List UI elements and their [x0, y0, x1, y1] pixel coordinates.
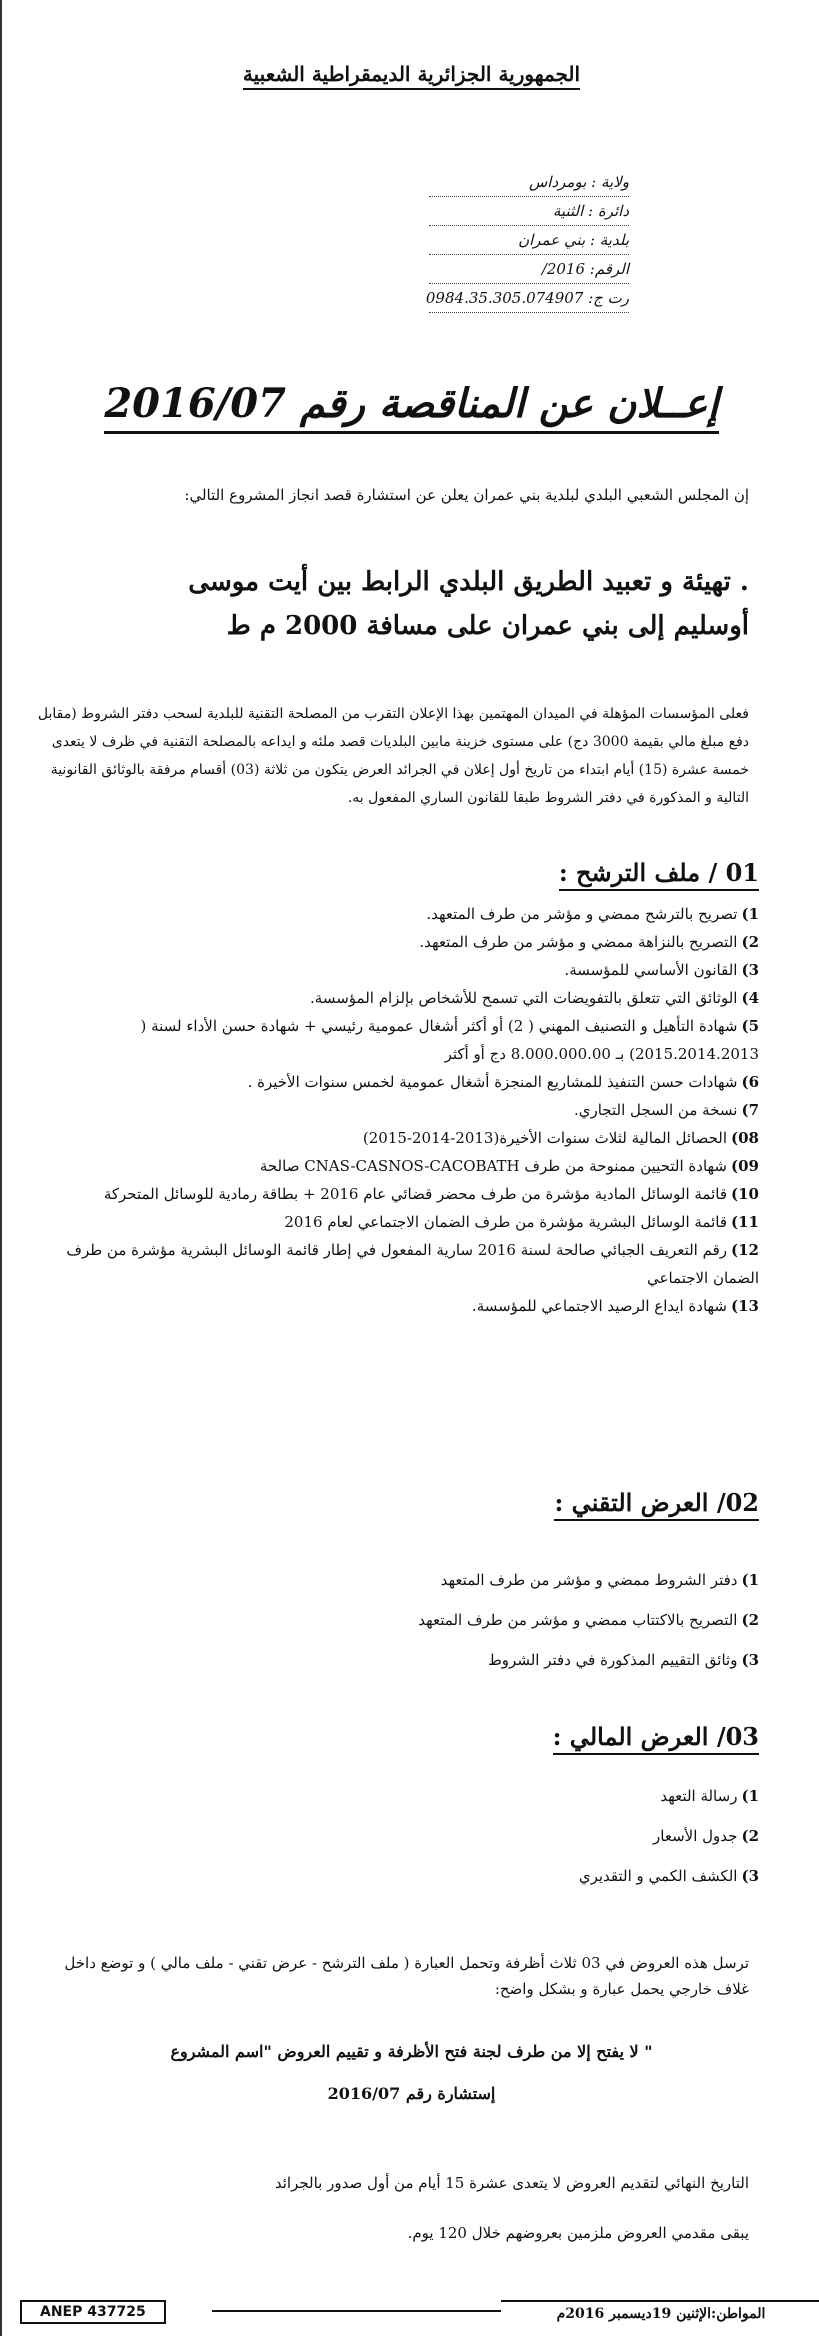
list-item	[39, 1068, 759, 1096]
footer	[2, 2300, 819, 2330]
item-number: 13)	[731, 1297, 759, 1315]
republic-title: الجمهورية الجزائرية الديمقراطية الشعبية	[243, 62, 580, 90]
footer-divider	[212, 2310, 501, 2312]
item-text: القانون الأساسي للمؤسسة.	[564, 961, 738, 979]
financial-list	[39, 1776, 759, 1896]
administration-block	[425, 168, 629, 313]
account-number: رت ج: 0984.35.305.074907	[429, 284, 629, 313]
list-item	[39, 1856, 759, 1896]
list-item	[39, 1236, 759, 1292]
section-candidacy-label: 01 / ملف الترشح :	[559, 858, 759, 891]
item-text: قائمة الوسائل البشرية مؤشرة من طرف الضمان الاجتماعي لعام 2016	[284, 1213, 728, 1231]
wilaya-line: ولاية : بومرداس	[429, 168, 629, 197]
item-number: 2)	[741, 933, 759, 951]
item-number: 08)	[731, 1129, 759, 1147]
item-text: الكشف الكمي و التقديري	[578, 1867, 738, 1885]
item-text: الحصائل المالية لثلاث سنوات الأخيرة(2013-2014-2015)	[362, 1129, 728, 1147]
item-number: 09)	[731, 1157, 759, 1175]
intro-paragraph: إن المجلس الشعبي البلدي لبلدية بني عمران يعلن عن استشارة قصد انجاز المشروع التالي:	[184, 486, 749, 504]
tender-title-text: إعــلان عن المناقصة رقم 2016/07	[104, 380, 718, 434]
item-text: الوثائق التي تتعلق بالتفويضات التي تسمح للأشخاص بإلزام المؤسسة.	[310, 989, 738, 1007]
item-text: التصريح بالاكتتاب ممضي و مؤشر من طرف المتعهد	[418, 1611, 738, 1629]
publication-date: المواطن:الإثنين 19ديسمبر 2016م	[501, 2300, 819, 2322]
item-number: 6)	[741, 1073, 759, 1091]
item-number: 4)	[741, 989, 759, 1007]
section-candidacy-title	[559, 858, 759, 887]
section-technical-title	[554, 1488, 759, 1517]
sending-instructions: ترسل هذه العروض في 03 ثلاث أظرفة وتحمل العبارة ( ملف الترشح - عرض تقني - ملف مالي ) و توضع داخل غلاف خارجي يحمل عبارة و بشكل واضح:	[64, 1954, 749, 1998]
deadline-text: التاريخ النهائي لتقديم العروض لا يتعدى عشرة 15 أيام من أول صدور بالجرائد	[274, 2174, 749, 2192]
list-item	[39, 956, 759, 984]
list-item	[39, 900, 759, 928]
section-technical-label: 02/ العرض التقني :	[554, 1488, 759, 1521]
section-financial-title	[553, 1722, 759, 1751]
candidacy-list	[39, 900, 759, 1320]
item-number: 1)	[741, 905, 759, 923]
republic-header	[2, 62, 819, 86]
item-text: شهادة التأهيل و التصنيف المهني ( 2) أو أكثر أشغال عمومية رئيسي + شهادة حسن الأداء لسنة ( 2015.2014.2013) بـ 8.000.000.00 دج أو أكثر	[140, 1017, 759, 1063]
item-text: شهادة التحيين ممنوحة من طرف CNAS-CASNOS-CACOBATH صالحة	[259, 1157, 728, 1175]
item-text: قائمة الوسائل المادية مؤشرة من طرف محضر قضائي عام 2016 + بطاقة رمادية للوسائل المتحركة	[103, 1185, 728, 1203]
item-number: 3)	[741, 961, 759, 979]
item-text: رقم التعريف الجبائي صالحة لسنة 2016 سارية المفعول في إطار قائمة الوسائل البشرية مؤشرة من طرف الضمان الاجتماعي	[66, 1241, 759, 1287]
item-text: شهادات حسن التنفيذ للمشاريع المنجزة أشغال عمومية لخمس سنوات الأخيرة .	[247, 1073, 738, 1091]
reference-number: الرقم: 2016/	[429, 255, 629, 284]
item-number: 3)	[741, 1651, 759, 1669]
list-item	[39, 1600, 759, 1640]
conditions-paragraph: فعلى المؤسسات المؤهلة في الميدان المهتمين بهذا الإعلان التقرب من المصلحة التقنية للبلدية لسحب دفتر الشروط (مقابل دفع مبلغ مالي بقيمة 3000 دج) على مستوى خزينة مابين البلديات قصد ملئه و ايداعه بالمصلحة التقنية في ظرف لا يتعدى خمسة عشرة (15) أيام ابتداء من تاريخ أول إعلان في الجرائد العرض يتكون من ثلاثة (03) أقسام مرفقة بالوثائق القانونية التالية و المذكورة في دفتر الشروط طبقا للقانون الساري المفعول به.	[37, 706, 749, 806]
list-item	[39, 928, 759, 956]
item-number: 10)	[731, 1185, 759, 1203]
item-number: 5)	[741, 1017, 759, 1035]
item-text: جدول الأسعار	[653, 1827, 738, 1845]
envelope-quote: " لا يفتح إلا من طرف لجنة فتح الأظرفة و تقييم العروض "اسم المشروع	[170, 2042, 653, 2061]
list-item	[39, 1776, 759, 1816]
item-number: 2)	[741, 1827, 759, 1845]
list-item	[39, 1292, 759, 1320]
list-item	[39, 1096, 759, 1124]
technical-list	[39, 1560, 759, 1680]
item-number: 7)	[741, 1101, 759, 1119]
list-item	[39, 1208, 759, 1236]
commune-line: بلدية : بني عمران	[429, 226, 629, 255]
item-text: تصريح بالترشح ممضي و مؤشر من طرف المتعهد.	[426, 905, 738, 923]
list-item	[39, 1816, 759, 1856]
consultation-number: إستشارة رقم 2016/07	[327, 2084, 496, 2103]
item-text: وثائق التقييم المذكورة في دفتر الشروط	[487, 1651, 738, 1669]
item-number: 12)	[731, 1241, 759, 1259]
list-item	[39, 1152, 759, 1180]
section-financial-label: 03/ العرض المالي :	[553, 1722, 759, 1755]
item-text: دفتر الشروط ممضي و مؤشر من طرف المتعهد	[440, 1571, 738, 1589]
item-number: 1)	[741, 1571, 759, 1589]
item-number: 3)	[741, 1867, 759, 1885]
list-item	[39, 1180, 759, 1208]
daira-line: دائرة : الثنية	[429, 197, 629, 226]
list-item	[39, 1560, 759, 1600]
item-number: 2)	[741, 1611, 759, 1629]
list-item	[39, 1640, 759, 1680]
tender-title	[2, 380, 819, 427]
item-text: رسالة التعهد	[660, 1787, 738, 1805]
item-number: 11)	[731, 1213, 759, 1231]
validity-text: يبقى مقدمي العروض ملزمين بعروضهم خلال 120 يوم.	[407, 2224, 749, 2242]
item-text: نسخة من السجل التجاري.	[573, 1101, 738, 1119]
list-item	[39, 1012, 759, 1068]
list-item	[39, 1124, 759, 1152]
anep-code: ANEP 437725	[20, 2300, 166, 2324]
item-text: التصريح بالنزاهة ممضي و مؤشر من طرف المتعهد.	[419, 933, 738, 951]
list-item	[39, 984, 759, 1012]
project-title: . تهيئة و تعبيد الطريق البلدي الرابط بين أيت موسى أوسليم إلى بني عمران على مسافة 2000 م ط	[188, 567, 749, 641]
item-number: 1)	[741, 1787, 759, 1805]
item-text: شهادة ايداع الرصيد الاجتماعي للمؤسسة.	[471, 1297, 728, 1315]
